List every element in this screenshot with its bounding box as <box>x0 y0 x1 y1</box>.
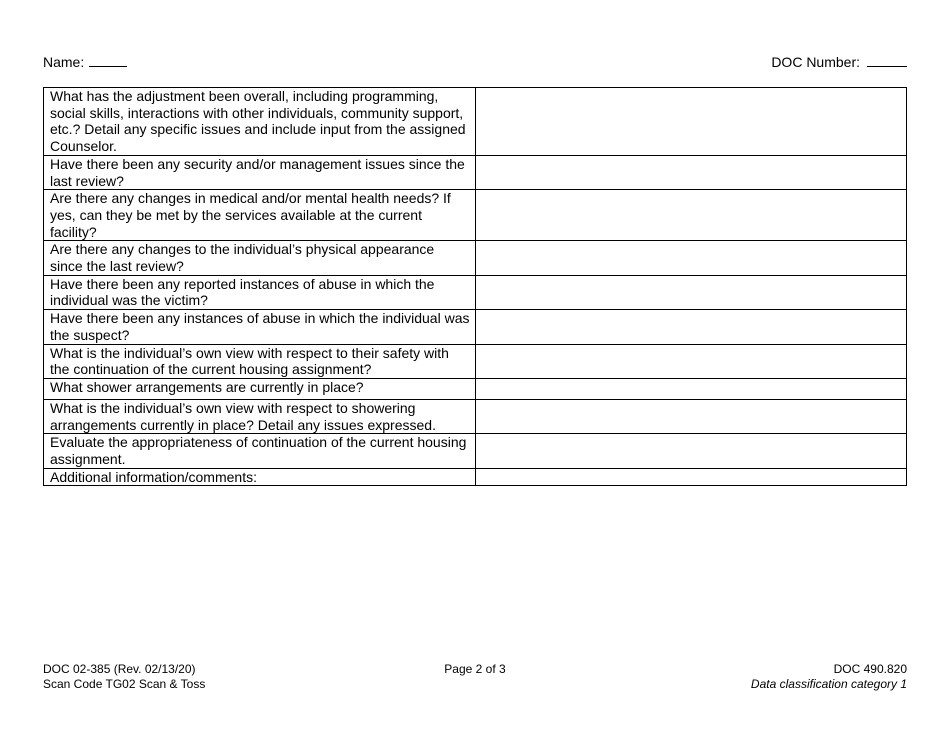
question-row <box>44 468 907 486</box>
question-row <box>44 275 907 309</box>
answer-field-medical[interactable] <box>476 190 907 241</box>
answer-field-abuse-suspect[interactable] <box>476 310 907 344</box>
form-number: DOC 02-385 (Rev. 02/13/20) <box>43 662 196 676</box>
question-row <box>44 378 907 399</box>
doc-number-label: DOC Number: <box>771 54 860 70</box>
doc-number-field-group <box>771 52 907 70</box>
question-text: Are there any changes to the individual’s physical appearance since the last review? <box>44 241 476 275</box>
review-questions-table <box>43 87 907 486</box>
name-input[interactable] <box>89 52 127 67</box>
question-row <box>44 310 907 344</box>
data-classification: Data classification category 1 <box>750 676 907 691</box>
question-row <box>44 241 907 275</box>
question-text: What is the individual’s own view with respect to showering arrangements currently in place? Detail any issues expressed. <box>44 399 476 433</box>
answer-field-shower-view[interactable] <box>476 399 907 433</box>
answer-field-abuse-victim[interactable] <box>476 275 907 309</box>
question-row <box>44 190 907 241</box>
question-text: What is the individual’s own view with respect to their safety with the continuation of the current housing assignment? <box>44 344 476 378</box>
answer-field-shower[interactable] <box>476 378 907 399</box>
answer-field-appearance[interactable] <box>476 241 907 275</box>
doc-number-input[interactable] <box>867 52 907 67</box>
question-row <box>44 434 907 468</box>
footer-right <box>751 662 907 691</box>
question-row <box>44 344 907 378</box>
answer-field-security[interactable] <box>476 155 907 189</box>
question-text: Additional information/comments: <box>44 468 476 486</box>
question-text: Evaluate the appropriateness of continuation of the current housing assignment. <box>44 434 476 468</box>
question-text: Are there any changes in medical and/or mental health needs? If yes, can they be met by the services available at the current facility? <box>44 190 476 241</box>
page-number: Page 2 of 3 <box>444 662 506 676</box>
question-row <box>44 399 907 433</box>
scan-code: Scan Code TG02 Scan & Toss <box>43 676 206 691</box>
name-field-group <box>43 52 127 70</box>
answer-field-housing[interactable] <box>476 434 907 468</box>
question-text: Have there been any reported instances of abuse in which the individual was the victim? <box>44 275 476 309</box>
question-text: Have there been any security and/or management issues since the last review? <box>44 155 476 189</box>
question-text: What shower arrangements are currently in place? <box>44 378 476 399</box>
form-header <box>43 52 907 74</box>
name-label: Name: <box>43 54 85 70</box>
question-row <box>44 88 907 156</box>
question-text: Have there been any instances of abuse in which the individual was the suspect? <box>44 310 476 344</box>
answer-field-safety-view[interactable] <box>476 344 907 378</box>
policy-number: DOC 490.820 <box>833 662 907 676</box>
question-row <box>44 155 907 189</box>
question-text: What has the adjustment been overall, including programming, social skills, interactions with other individuals, community support, etc.? Detail any specific issues and include input from the assigned Counselor. <box>44 88 476 156</box>
answer-field-comments[interactable] <box>476 468 907 486</box>
answer-field-adjustment[interactable] <box>476 88 907 156</box>
